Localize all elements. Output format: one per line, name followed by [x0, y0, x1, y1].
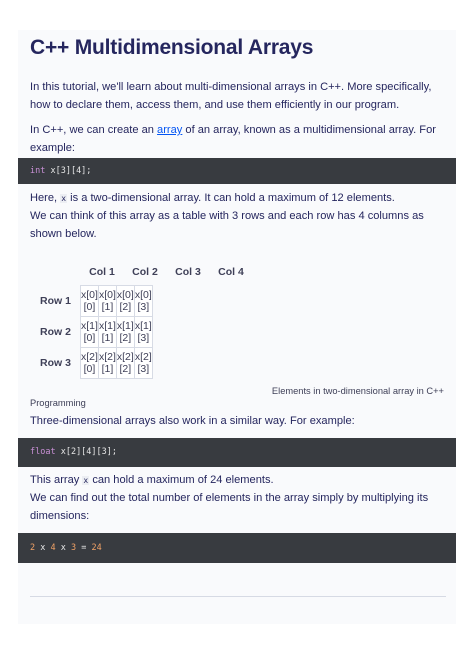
code-block-multiplication — [18, 533, 456, 563]
table-cell: x[0][3] — [134, 286, 152, 317]
table-cell: x[0][0] — [81, 286, 99, 317]
column-header: Col 2 — [132, 266, 158, 278]
code-operator: = — [76, 543, 92, 553]
paragraph-3d-capacity — [30, 471, 448, 490]
inline-code: x — [61, 194, 67, 203]
table-cell: x[1][2] — [116, 317, 134, 348]
table-cell: x[2][3] — [134, 348, 152, 379]
code-text: x[3][4]; — [45, 166, 92, 176]
row-header: Row 3 — [40, 357, 71, 369]
table-row — [81, 286, 153, 317]
code-line — [30, 447, 117, 457]
column-header: Col 1 — [89, 266, 115, 278]
text-segment: is a two-dimensional array. It can hold a maximum of 12 elements. — [67, 192, 395, 204]
table-cell: x[1][3] — [134, 317, 152, 348]
code-line — [30, 166, 91, 176]
code-operator: x — [35, 543, 51, 553]
page-title: C++ Multidimensional Arrays — [30, 36, 314, 59]
text-segment: of an array, known as a multidimensional array. For example: — [30, 124, 436, 154]
intro-paragraph: In this tutorial, we'll learn about multi-dimensional arrays in C++. More specifically, how to declare them, access them, and use them efficiently in our program. — [30, 81, 432, 111]
table-cell: x[1][0] — [81, 317, 99, 348]
paragraph-total-elements: We can find out the total number of elements in the array simply by multiplying its dimensions: — [30, 492, 429, 522]
column-header: Col 4 — [218, 266, 244, 278]
table-cell: x[0][2] — [116, 286, 134, 317]
paragraph-multidimensional-definition — [30, 121, 448, 157]
code-block-3d-declaration — [18, 438, 456, 467]
table-cell: x[0][1] — [98, 286, 116, 317]
paragraph-3d-intro: Three-dimensional arrays also work in a similar way. For example: — [30, 415, 355, 427]
code-line — [30, 543, 102, 553]
text-segment: In C++, we can create an — [30, 124, 158, 136]
table-cell: x[2][0] — [81, 348, 99, 379]
figure-caption: Elements in two-dimensional array in C++ — [271, 386, 444, 396]
table-cell: x[1][1] — [98, 317, 116, 348]
code-number: 2 — [30, 543, 36, 553]
text-segment: This array — [30, 474, 83, 486]
code-keyword: float — [30, 447, 56, 457]
code-number: 4 — [50, 543, 56, 553]
column-header: Col 3 — [175, 266, 201, 278]
table-cell: x[2][1] — [98, 348, 116, 379]
code-number: 3 — [70, 543, 77, 553]
row-header: Row 1 — [40, 295, 71, 307]
code-block-2d-declaration — [18, 158, 456, 184]
table-row — [81, 317, 153, 348]
text-segment: Here, — [30, 192, 61, 204]
figure-caption-continued: Programming — [30, 398, 86, 408]
section-divider — [30, 596, 446, 597]
code-keyword: int — [30, 166, 46, 176]
code-number: 24 — [91, 543, 102, 553]
array-link[interactable]: array — [157, 124, 183, 136]
inline-code: x — [83, 476, 89, 485]
text-segment: can hold a maximum of 24 elements. — [89, 474, 274, 486]
row-header: Row 2 — [40, 326, 71, 338]
paragraph-table-analogy: We can think of this array as a table with 3 rows and each row has 4 columns as shown below. — [30, 210, 424, 240]
code-text: x[2][4][3]; — [55, 447, 118, 457]
code-operator: x — [55, 543, 71, 553]
array-elements-table — [80, 285, 153, 379]
table-row — [81, 348, 153, 379]
table-cell: x[2][2] — [116, 348, 134, 379]
paragraph-2d-array-explanation — [30, 189, 448, 208]
